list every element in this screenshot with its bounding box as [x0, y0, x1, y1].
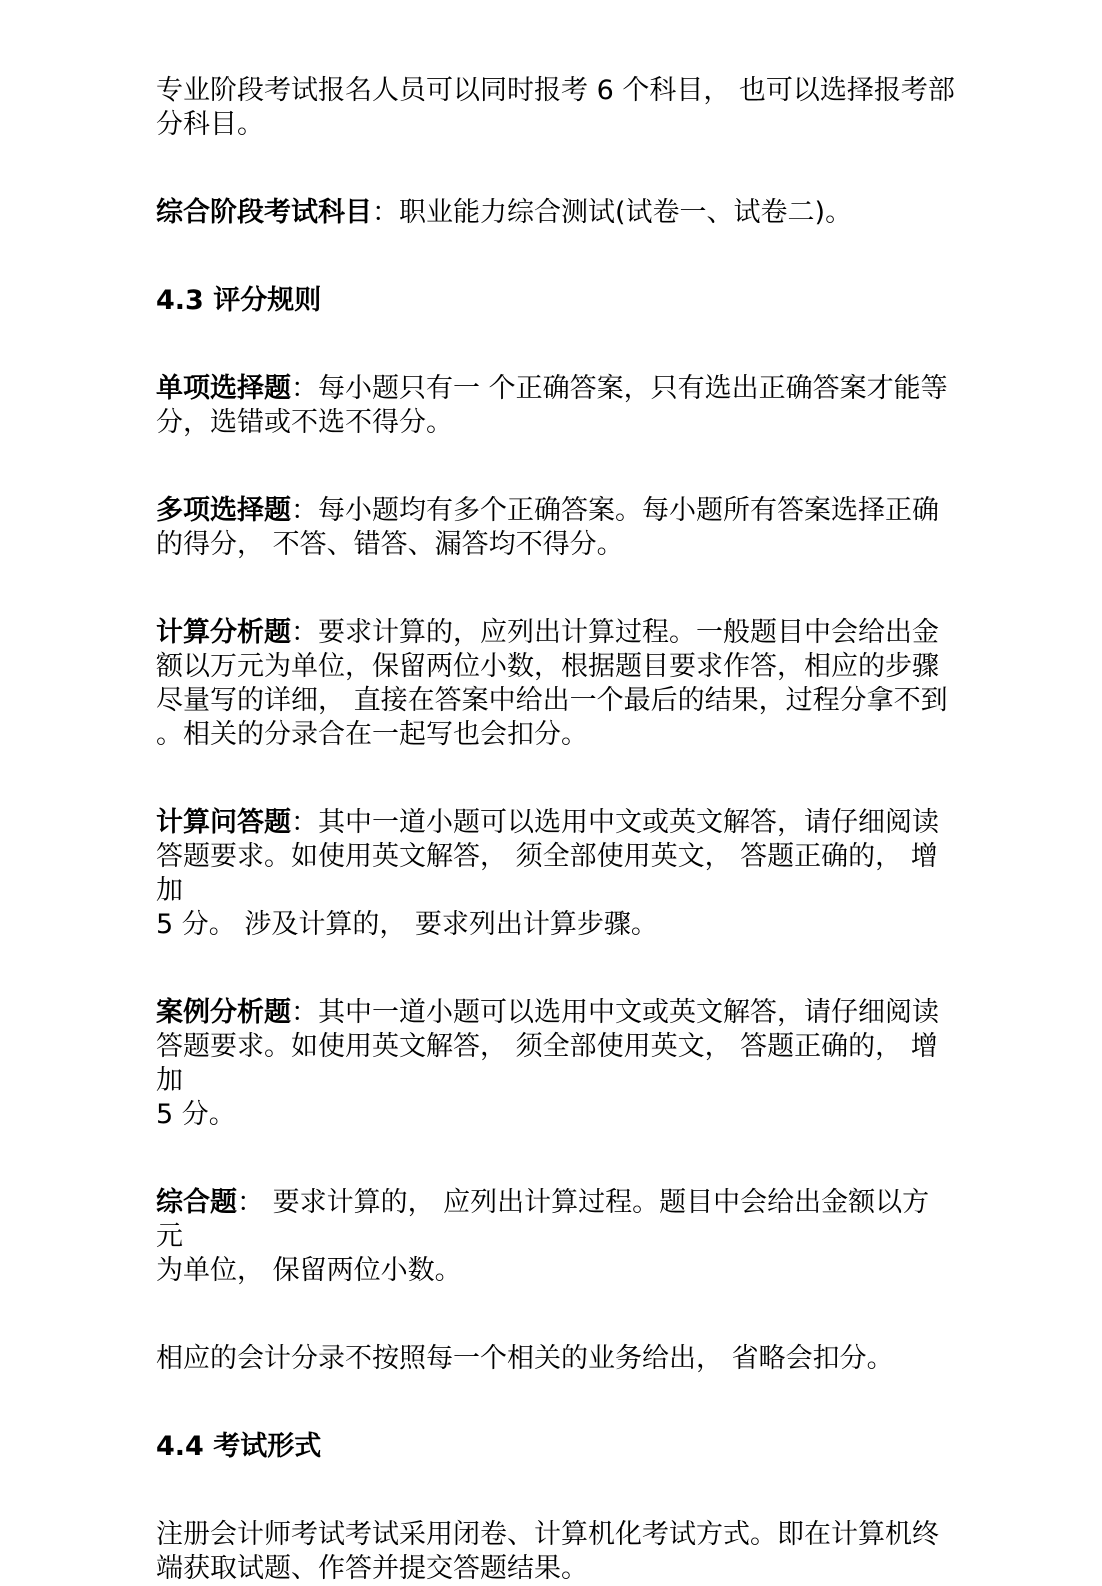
document-page: [156, 74, 956, 1586]
paragraph-calculation-analysis: [156, 616, 956, 752]
text-calculation-qa: ：其中一道小题可以选用中文或英文解答，请仔细阅读 答题要求。如使用英文解答， 须全部使用英文， 答题正确的， 增加 5 分。 涉及计算的， 要求列出计算步骤。: [156, 807, 939, 940]
paragraph-comprehensive-question: [156, 1186, 956, 1288]
text-single-choice: ：每小题只有一 个正确答案，只有选出正确答案才能等 分，选错或不选不得分。: [156, 373, 948, 438]
paragraph-exam-format: 注册会计师考试考试采用闭卷、计算机化考试方式。即在计算机终 端获取试题、作答并提交答题结果。: [156, 1519, 939, 1584]
text-comprehensive-subjects: ：职业能力综合测试(试卷一、试卷二)。: [372, 197, 853, 228]
label-calculation-qa: 计算问答题: [156, 807, 291, 838]
heading-exam-format: 4.4 考试形式: [156, 1431, 322, 1462]
paragraph-journal-entries: 相应的会计分录不按照每一个相关的业务给出， 省略会扣分。: [156, 1343, 894, 1374]
paragraph-case-analysis: [156, 996, 956, 1132]
label-case-analysis: 案例分析题: [156, 997, 291, 1028]
paragraph-subjects-note: 专业阶段考试报名人员可以同时报考 6 个科目， 也可以选择报考部 分科目。: [156, 75, 955, 140]
paragraph-calculation-qa: [156, 806, 956, 942]
paragraph-multiple-choice: [156, 494, 956, 562]
label-multiple-choice: 多项选择题: [156, 495, 291, 526]
paragraph-comprehensive-subjects: [156, 196, 956, 230]
text-calculation-analysis: ：要求计算的，应列出计算过程。一般题目中会给出金 额以万元为单位，保留两位小数，根据题目要求作答，相应的步骤 尽量写的详细， 直接在答案中给出一个最后的结果，过程分拿不到 。相关的分录合在一起写也会扣分。: [156, 617, 948, 750]
label-comprehensive-question: 综合题: [156, 1187, 237, 1218]
label-single-choice: 单项选择题: [156, 373, 291, 404]
paragraph-single-choice: [156, 372, 956, 440]
label-comprehensive-subjects: 综合阶段考试科目: [156, 197, 372, 228]
text-case-analysis: ：其中一道小题可以选用中文或英文解答，请仔细阅读 答题要求。如使用英文解答， 须全部使用英文， 答题正确的， 增加 5 分。: [156, 997, 939, 1130]
text-comprehensive-question: ： 要求计算的， 应列出计算过程。题目中会给出金额以方元 为单位， 保留两位小数。: [156, 1187, 930, 1286]
heading-scoring-rules: 4.3 评分规则: [156, 285, 322, 316]
text-multiple-choice: ：每小题均有多个正确答案。每小题所有答案选择正确 的得分， 不答、错答、漏答均不得分。: [156, 495, 939, 560]
label-calculation-analysis: 计算分析题: [156, 617, 291, 648]
